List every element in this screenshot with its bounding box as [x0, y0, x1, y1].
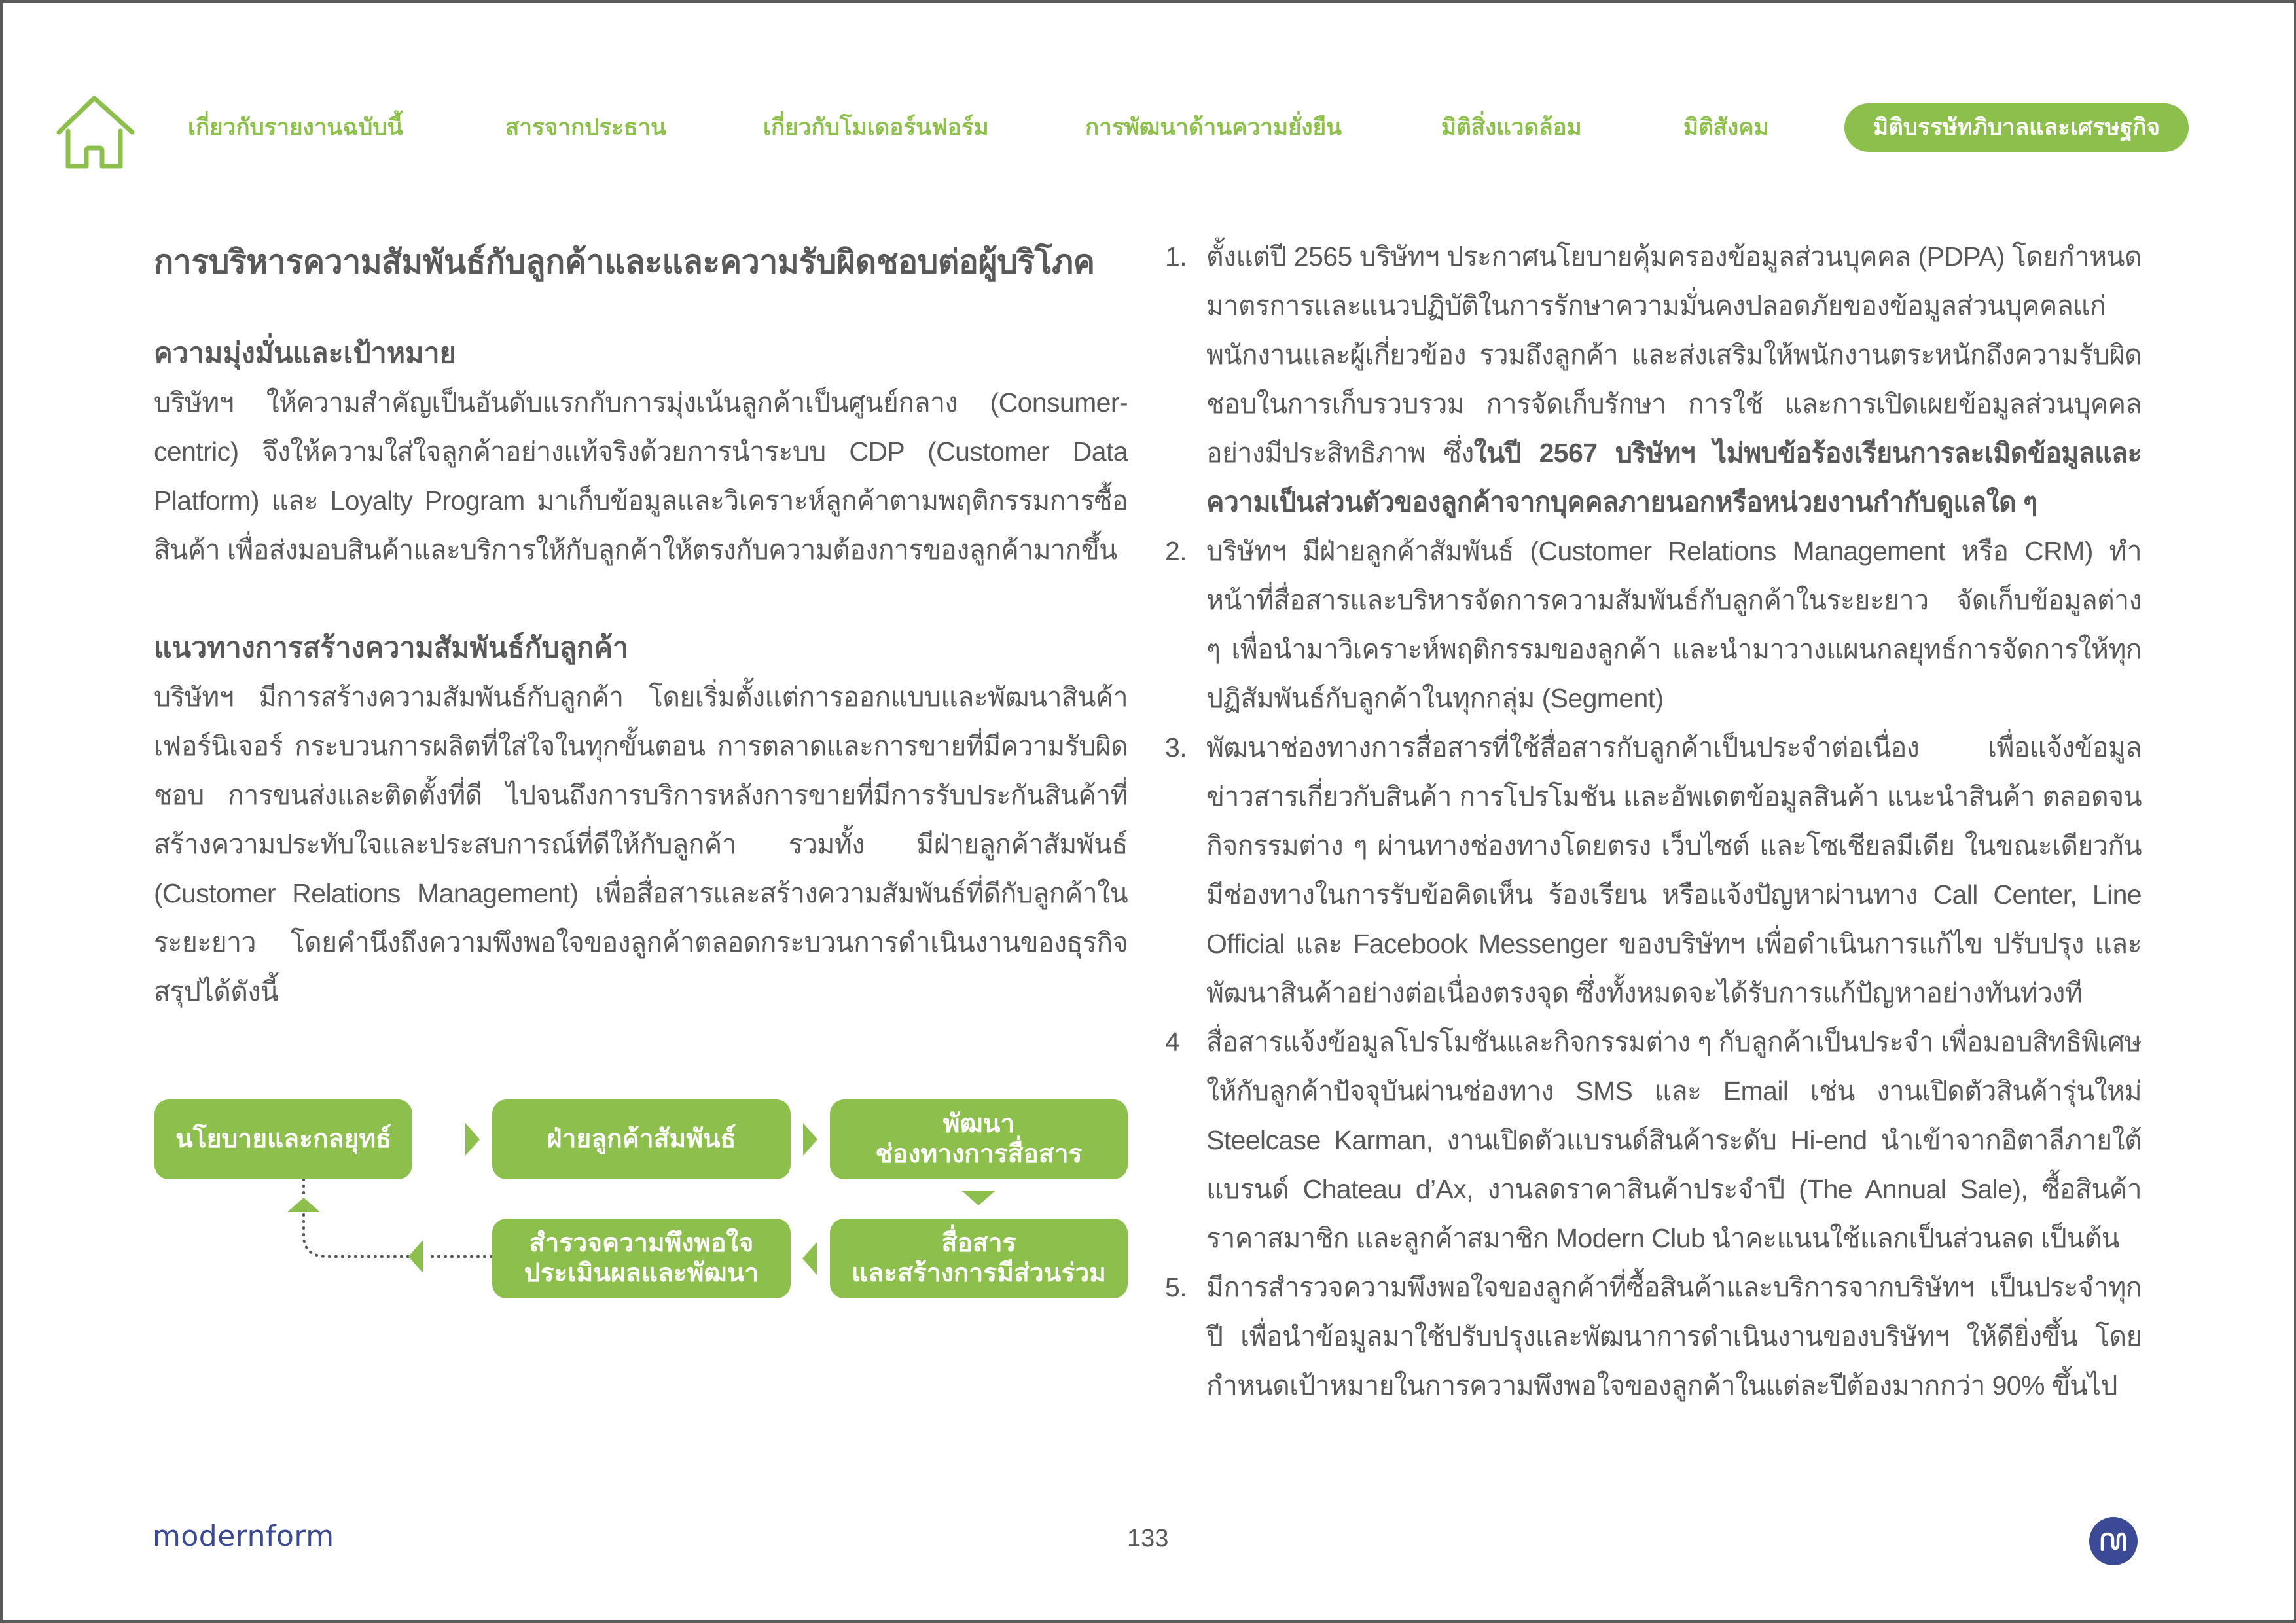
right-column	[1165, 232, 2142, 1410]
nav-about-modernform[interactable]: เกี่ยวกับโมเดอร์นฟอร์ม	[763, 115, 989, 140]
list-text-bold: ในปี 2567 บริษัทฯ ไม่พบข้อร้องเรียนการละเมิดข้อมูลและความเป็นส่วนตัวของลูกค้าจากบุคคลภายนอกหรือหน่วยงานกำกับดูแลใด ๆ	[1206, 438, 2142, 517]
box-label-line2: และสร้างการมีส่วนร่วม	[852, 1259, 1106, 1287]
box-label: ฝ่ายลูกค้าสัมพันธ์	[547, 1125, 736, 1153]
list-item-crm	[1165, 527, 2142, 723]
list-number: 5.	[1165, 1272, 1187, 1302]
section-heading-commitment: ความมุ่งมั่นและเป้าหมาย	[154, 338, 456, 369]
section-heading-relationship: แนวทางการสร้างความสัมพันธ์กับลูกค้า	[154, 632, 629, 664]
list-item-pdpa	[1165, 232, 2142, 527]
relationship-body: บริษัทฯ มีการสร้างความสัมพันธ์กับลูกค้า โดยเริ่มตั้งแต่การออกแบบและพัฒนาสินค้าเฟอร์นิเจอร์ กระบวนการผลิตที่ใส่ใจในทุกขั้นตอน การตลาดและการขายที่มีความรับผิดชอบ การขนส่งและติดตั้งที่ดี ไปจนถึงการบริการหลังการขายที่มีการรับประกันสินค้าที่สร้างความประทับใจและประสบการณ์ที่ดีให้กับลูกค้า รวมทั้ง มีฝ่ายลูกค้าสัมพันธ์ (Customer Relations Management) เพื่อสื่อสารและสร้างความสัมพันธ์ที่ดีกับลูกค้าในระยะยาว โดยคำนึงถึงความพึงพอใจของลูกค้าตลอดกระบวนการดำเนินงานของธุรกิจ สรุปได้ดังนี้	[154, 682, 1128, 1007]
box-label-line2: ช่องทางการสื่อสาร	[875, 1140, 1083, 1168]
commitment-section	[154, 329, 1128, 575]
modernform-logo: modernform	[152, 1520, 334, 1553]
nav-environment[interactable]: มิติสิ่งแวดล้อม	[1441, 115, 1582, 140]
list-text: สื่อสารแจ้งข้อมูลโปรโมชันและกิจกรรมต่าง ๆ กับลูกค้าเป็นประจำ เพื่อมอบสิทธิพิเศษให้กับลูกค้าปัจจุบันผ่านช่องทาง SMS และ Email เช่น งานเปิดตัวสินค้ารุ่นใหม่ Steelcase Karman, งานเปิดตัวแบรนด์สินค้าระดับ Hi-end นำเข้าจากอิตาลีภายใต้แบรนด์ Chateau d’Ax, งานลดราคาสินค้าประจำปี (The Annual Sale), ซื้อสินค้าราคาสมาชิก และลูกค้าสมาชิก Modern Club นำคะแนนใช้แลกเป็นส่วนลด เป็นต้น	[1206, 1027, 2142, 1253]
box-label-line1: สำรวจความพึงพอใจ	[529, 1229, 754, 1257]
page-title: การบริหารความสัมพันธ์กับลูกค้าและและความรับผิดชอบต่อผู้บริโภค	[154, 243, 1095, 280]
list-text: บริษัทฯ มีฝ่ายลูกค้าสัมพันธ์ (Customer Relations Management หรือ CRM) ทำหน้าที่สื่อสารและบริหารจัดการความสัมพันธ์กับลูกค้าในระยะยาว จัดเก็บข้อมูลต่าง ๆ เพื่อนำมาวิเคราะห์พฤติกรรมของลูกค้า และนำมาวางแผนกลยุทธ์การจัดการให้ทุกปฏิสัมพันธ์กับลูกค้าในทุกกลุ่ม (Segment)	[1206, 536, 2142, 713]
box-label-line1: สื่อสาร	[941, 1229, 1016, 1257]
left-column	[154, 232, 1128, 1016]
box-label-line1: พัฒนา	[942, 1110, 1015, 1138]
modernform-m-icon[interactable]	[2089, 1517, 2138, 1565]
box-communicate-engage	[830, 1219, 1128, 1298]
box-survey-evaluate	[492, 1219, 791, 1298]
list-item-channels	[1165, 723, 2142, 1018]
nav-sustainability[interactable]: การพัฒนาด้านความยั่งยืน	[1085, 115, 1342, 140]
nav-governance-economic[interactable]: มิติบรรษัทภิบาลและเศรษฐกิจ	[1844, 103, 2189, 152]
list-number: 2.	[1165, 536, 1187, 566]
box-develop-channels	[830, 1099, 1128, 1179]
nav-chairman-message[interactable]: สารจากประธาน	[505, 115, 666, 140]
list-number: 4	[1165, 1027, 1180, 1057]
box-label: นโยบายและกลยุทธ์	[175, 1125, 391, 1153]
list-number: 1.	[1165, 241, 1187, 272]
list-item-promotions	[1165, 1018, 2142, 1263]
box-policy-strategy	[154, 1099, 412, 1179]
nav-social[interactable]: มิติสังคม	[1683, 115, 1769, 140]
nav-about-report[interactable]: เกี่ยวกับรายงานฉบับนี้	[188, 115, 403, 140]
box-crm-department	[492, 1099, 791, 1179]
list-text: พัฒนาช่องทางการสื่อสารที่ใช้สื่อสารกับลูกค้าเป็นประจำต่อเนื่อง เพื่อแจ้งข้อมูลข่าวสารเกี่ยวกับสินค้า การโปรโมชัน และอัพเดตข้อมูลสินค้า แนะนำสินค้า ตลอดจนกิจกรรมต่าง ๆ ผ่านทางช่องทางโดยตรง เว็บไซต์ และโซเชียลมีเดีย ในขณะเดียวกันมีช่องทางในการรับข้อคิดเห็น ร้องเรียน หรือแจ้งปัญหาผ่านทาง Call Center, Line Official และ Facebook Messenger ของบริษัทฯ เพื่อดำเนินการแก้ไข ปรับปรุง และพัฒนาสินค้าอย่างต่อเนื่องตรงจุด ซึ่งทั้งหมดจะได้รับการแก้ปัญหาอย่างทันท่วงที	[1206, 732, 2142, 1008]
relationship-section	[154, 624, 1128, 1016]
box-label-line2: ประเมินผลและพัฒนา	[524, 1259, 759, 1287]
commitment-body: บริษัทฯ ให้ความสำคัญเป็นอันดับแรกกับการมุ่งเน้นลูกค้าเป็นศูนย์กลาง (Consumer-centric) จึงให้ความใส่ใจลูกค้าอย่างแท้จริงด้วยการนำระบบ CDP (Customer Data Platform) และ Loyalty Program มาเก็บข้อมูลและวิเคราะห์ลูกค้าตามพฤติกรรมการซื้อสินค้า เพื่อส่งมอบสินค้าและบริการให้กับลูกค้าให้ตรงกับความต้องการของลูกค้ามากขึ้น	[154, 387, 1128, 565]
list-text: มีการสำรวจความพึงพอใจของลูกค้าที่ซื้อสินค้าและบริการจากบริษัทฯ เป็นประจำทุกปี เพื่อนำข้อมูลมาใช้ปรับปรุงและพัฒนาการดำเนินงานของบริษัทฯ ให้ดียิ่งขึ้น โดยกำหนดเป้าหมายในการความพึงพอใจของลูกค้าในแต่ละปีต้องมากกว่า 90% ขึ้นไป	[1206, 1272, 2142, 1400]
list-number: 3.	[1165, 732, 1187, 762]
list-item-survey	[1165, 1263, 2142, 1410]
list-text: ตั้งแต่ปี 2565 บริษัทฯ ประกาศนโยบายคุ้มครองข้อมูลส่วนบุคคล (PDPA) โดยกำหนดมาตรการและแนวปฏิบัติในการรักษาความมั่นคงปลอดภัยของข้อมูลส่วนบุคคลแก่ พนักงานและผู้เกี่ยวข้อง รวมถึงลูกค้า และส่งเสริมให้พนักงานตระหนักถึงความรับผิดชอบในการเก็บรวบรวม การจัดเก็บรักษา การใช้ และการเปิดเผยข้อมูลส่วนบุคคลอย่างมีประสิทธิภาพ ซึ่ง	[1206, 241, 2142, 468]
page-number: 133	[1127, 1525, 1169, 1552]
top-navigation	[0, 103, 2296, 152]
